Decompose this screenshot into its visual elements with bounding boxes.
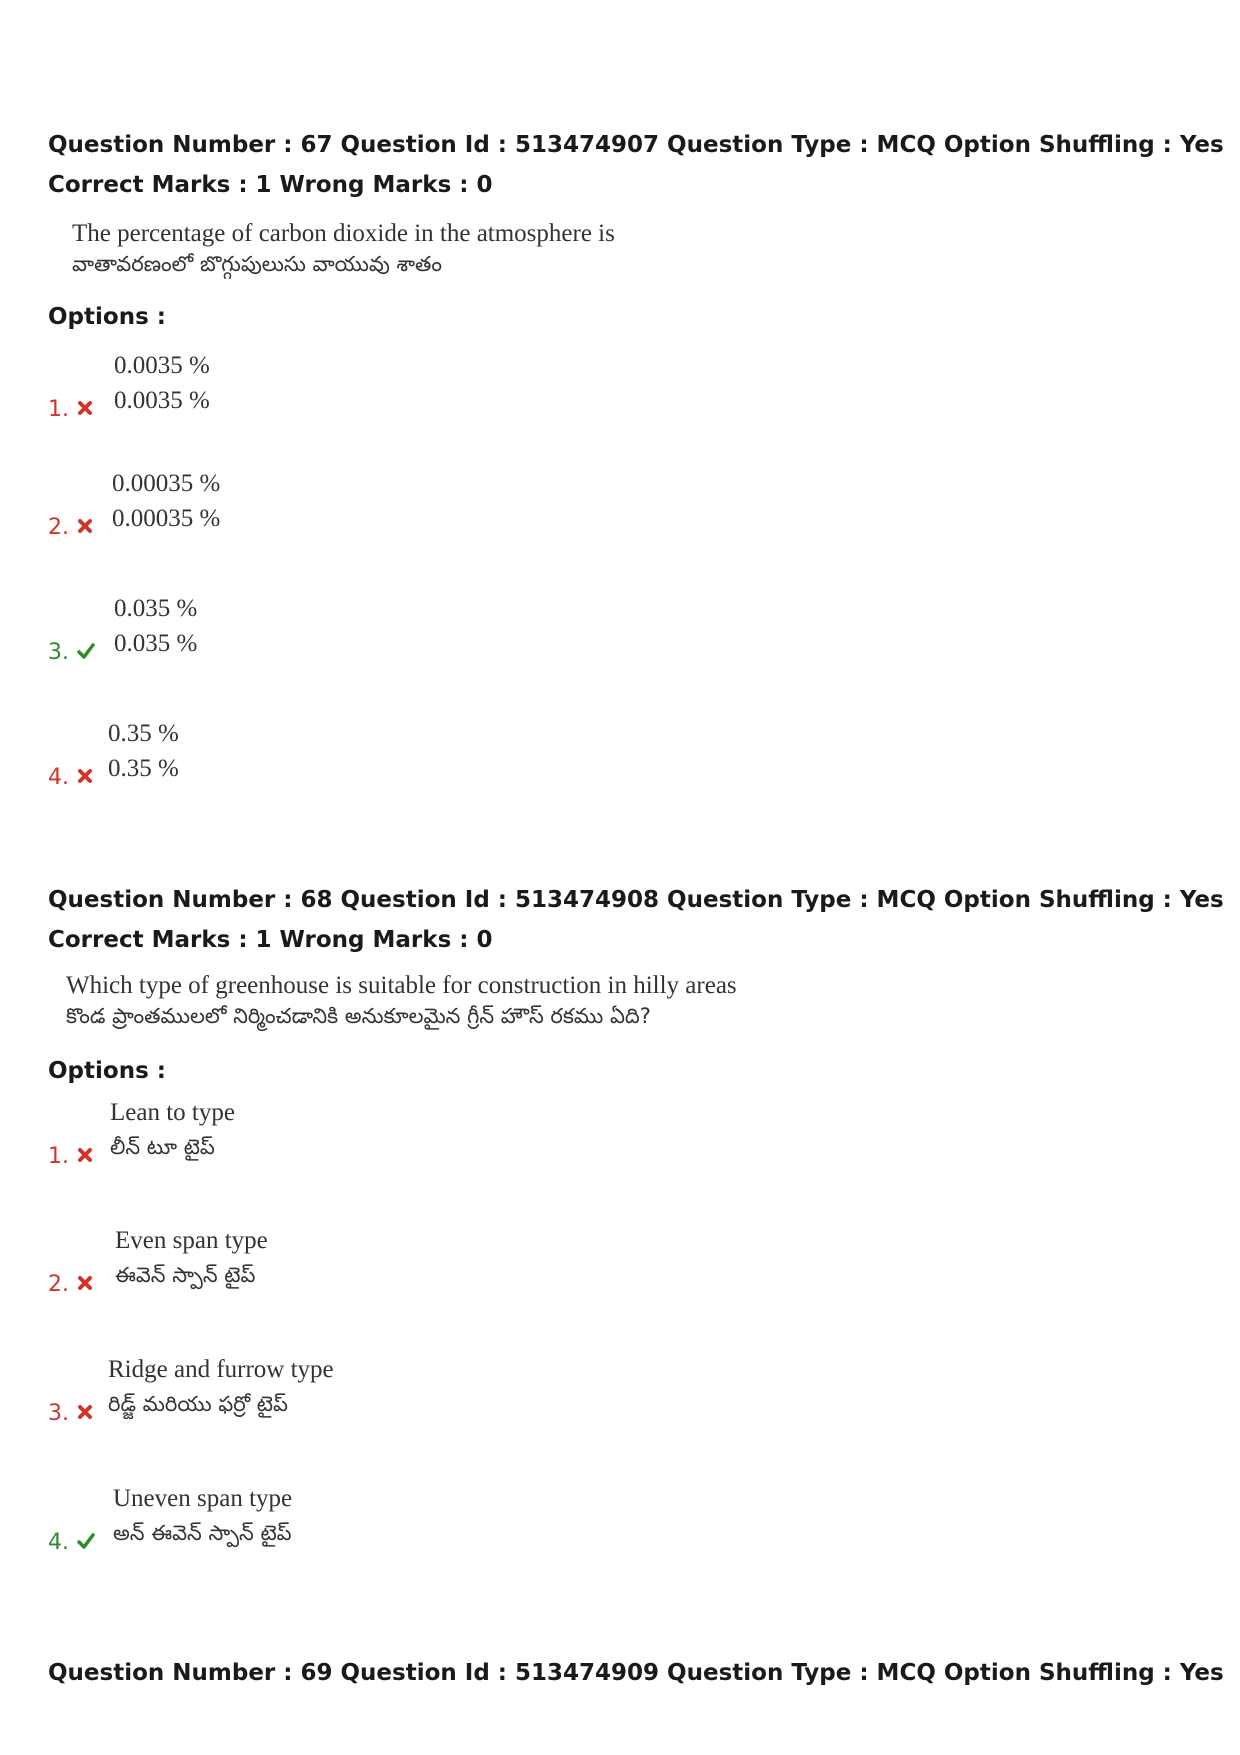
question-69-header: Question Number : 69 Question Id : 513474909 Question Type : MCQ Option Shuffling : Yes — [48, 1660, 1224, 1686]
option-line-1: Uneven span type — [113, 1485, 293, 1512]
option-line-2: 0.0035 % — [114, 387, 210, 414]
option-line-2: 0.35 % — [108, 755, 179, 782]
option-text — [110, 1095, 235, 1165]
option-67-4 — [48, 708, 748, 808]
option-line-1: 0.00035 % — [112, 470, 221, 497]
cross-icon — [76, 767, 94, 785]
option-number: 3. — [48, 1401, 69, 1426]
option-text — [113, 1481, 292, 1551]
option-68-3 — [48, 1344, 748, 1444]
option-68-4 — [48, 1473, 748, 1573]
question-text-en: The percentage of carbon dioxide in the atmosphere is — [72, 220, 615, 247]
cross-icon — [76, 1274, 94, 1292]
question-68-header: Question Number : 68 Question Id : 513474908 Question Type : MCQ Option Shuffling : Yes — [48, 887, 1224, 913]
option-67-1 — [48, 340, 748, 440]
option-text — [115, 1223, 268, 1293]
question-67-header: Question Number : 67 Question Id : 513474907 Question Type : MCQ Option Shuffling : Yes — [48, 132, 1224, 158]
cross-icon — [76, 1403, 94, 1421]
check-icon — [75, 1532, 97, 1550]
question-67-marks: Correct Marks : 1 Wrong Marks : 0 — [48, 172, 493, 198]
question-text-en: Which type of greenhouse is suitable for construction in hilly areas — [66, 972, 737, 999]
option-line-2: రిడ్జ్ మరియు ఫర్రో టైప్ — [108, 1392, 288, 1416]
option-68-1 — [48, 1087, 748, 1187]
option-text — [108, 716, 179, 786]
question-68-text — [66, 970, 737, 1032]
option-line-1: Lean to type — [110, 1099, 235, 1126]
option-number: 4. — [48, 1530, 69, 1555]
option-67-2 — [48, 458, 748, 558]
option-number: 2. — [48, 1272, 69, 1297]
question-text-te: వాతావరణంలో బొగ్గుపులుసు వాయువు శాతం — [72, 252, 443, 276]
option-number: 2. — [48, 515, 69, 540]
option-line-1: 0.035 % — [114, 595, 198, 622]
option-text — [112, 466, 220, 536]
option-line-2: లీన్ టూ టైప్ — [110, 1135, 215, 1159]
question-text-te: కొండ ప్రాంతములలో నిర్మించడానికి అనుకూలమైన గ్రీన్ హౌస్ రకము ఏది? — [66, 1004, 651, 1028]
option-line-2: 0.00035 % — [112, 505, 221, 532]
check-icon — [75, 642, 97, 660]
option-line-1: Ridge and furrow type — [108, 1356, 334, 1383]
option-line-1: Even span type — [115, 1227, 268, 1254]
option-number: 1. — [48, 1144, 69, 1169]
question-68-marks: Correct Marks : 1 Wrong Marks : 0 — [48, 927, 493, 953]
option-line-2: 0.035 % — [114, 630, 198, 657]
cross-icon — [76, 517, 94, 535]
cross-icon — [76, 399, 94, 417]
option-line-1: 0.0035 % — [114, 352, 210, 379]
option-text — [108, 1352, 334, 1422]
option-number: 4. — [48, 765, 69, 790]
options-label: Options : — [48, 304, 166, 330]
option-line-1: 0.35 % — [108, 720, 179, 747]
option-text — [114, 591, 197, 661]
option-text — [114, 348, 210, 418]
cross-icon — [76, 1146, 94, 1164]
option-line-2: ఈవెన్ స్పాన్ టైప్ — [115, 1263, 256, 1287]
option-68-2 — [48, 1215, 748, 1315]
option-line-2: అన్ ఈవెన్ స్పాన్ టైప్ — [113, 1521, 292, 1545]
option-number: 1. — [48, 397, 69, 422]
option-67-3 — [48, 583, 748, 683]
question-67-text — [72, 218, 615, 280]
option-number: 3. — [48, 640, 69, 665]
options-label: Options : — [48, 1058, 166, 1084]
